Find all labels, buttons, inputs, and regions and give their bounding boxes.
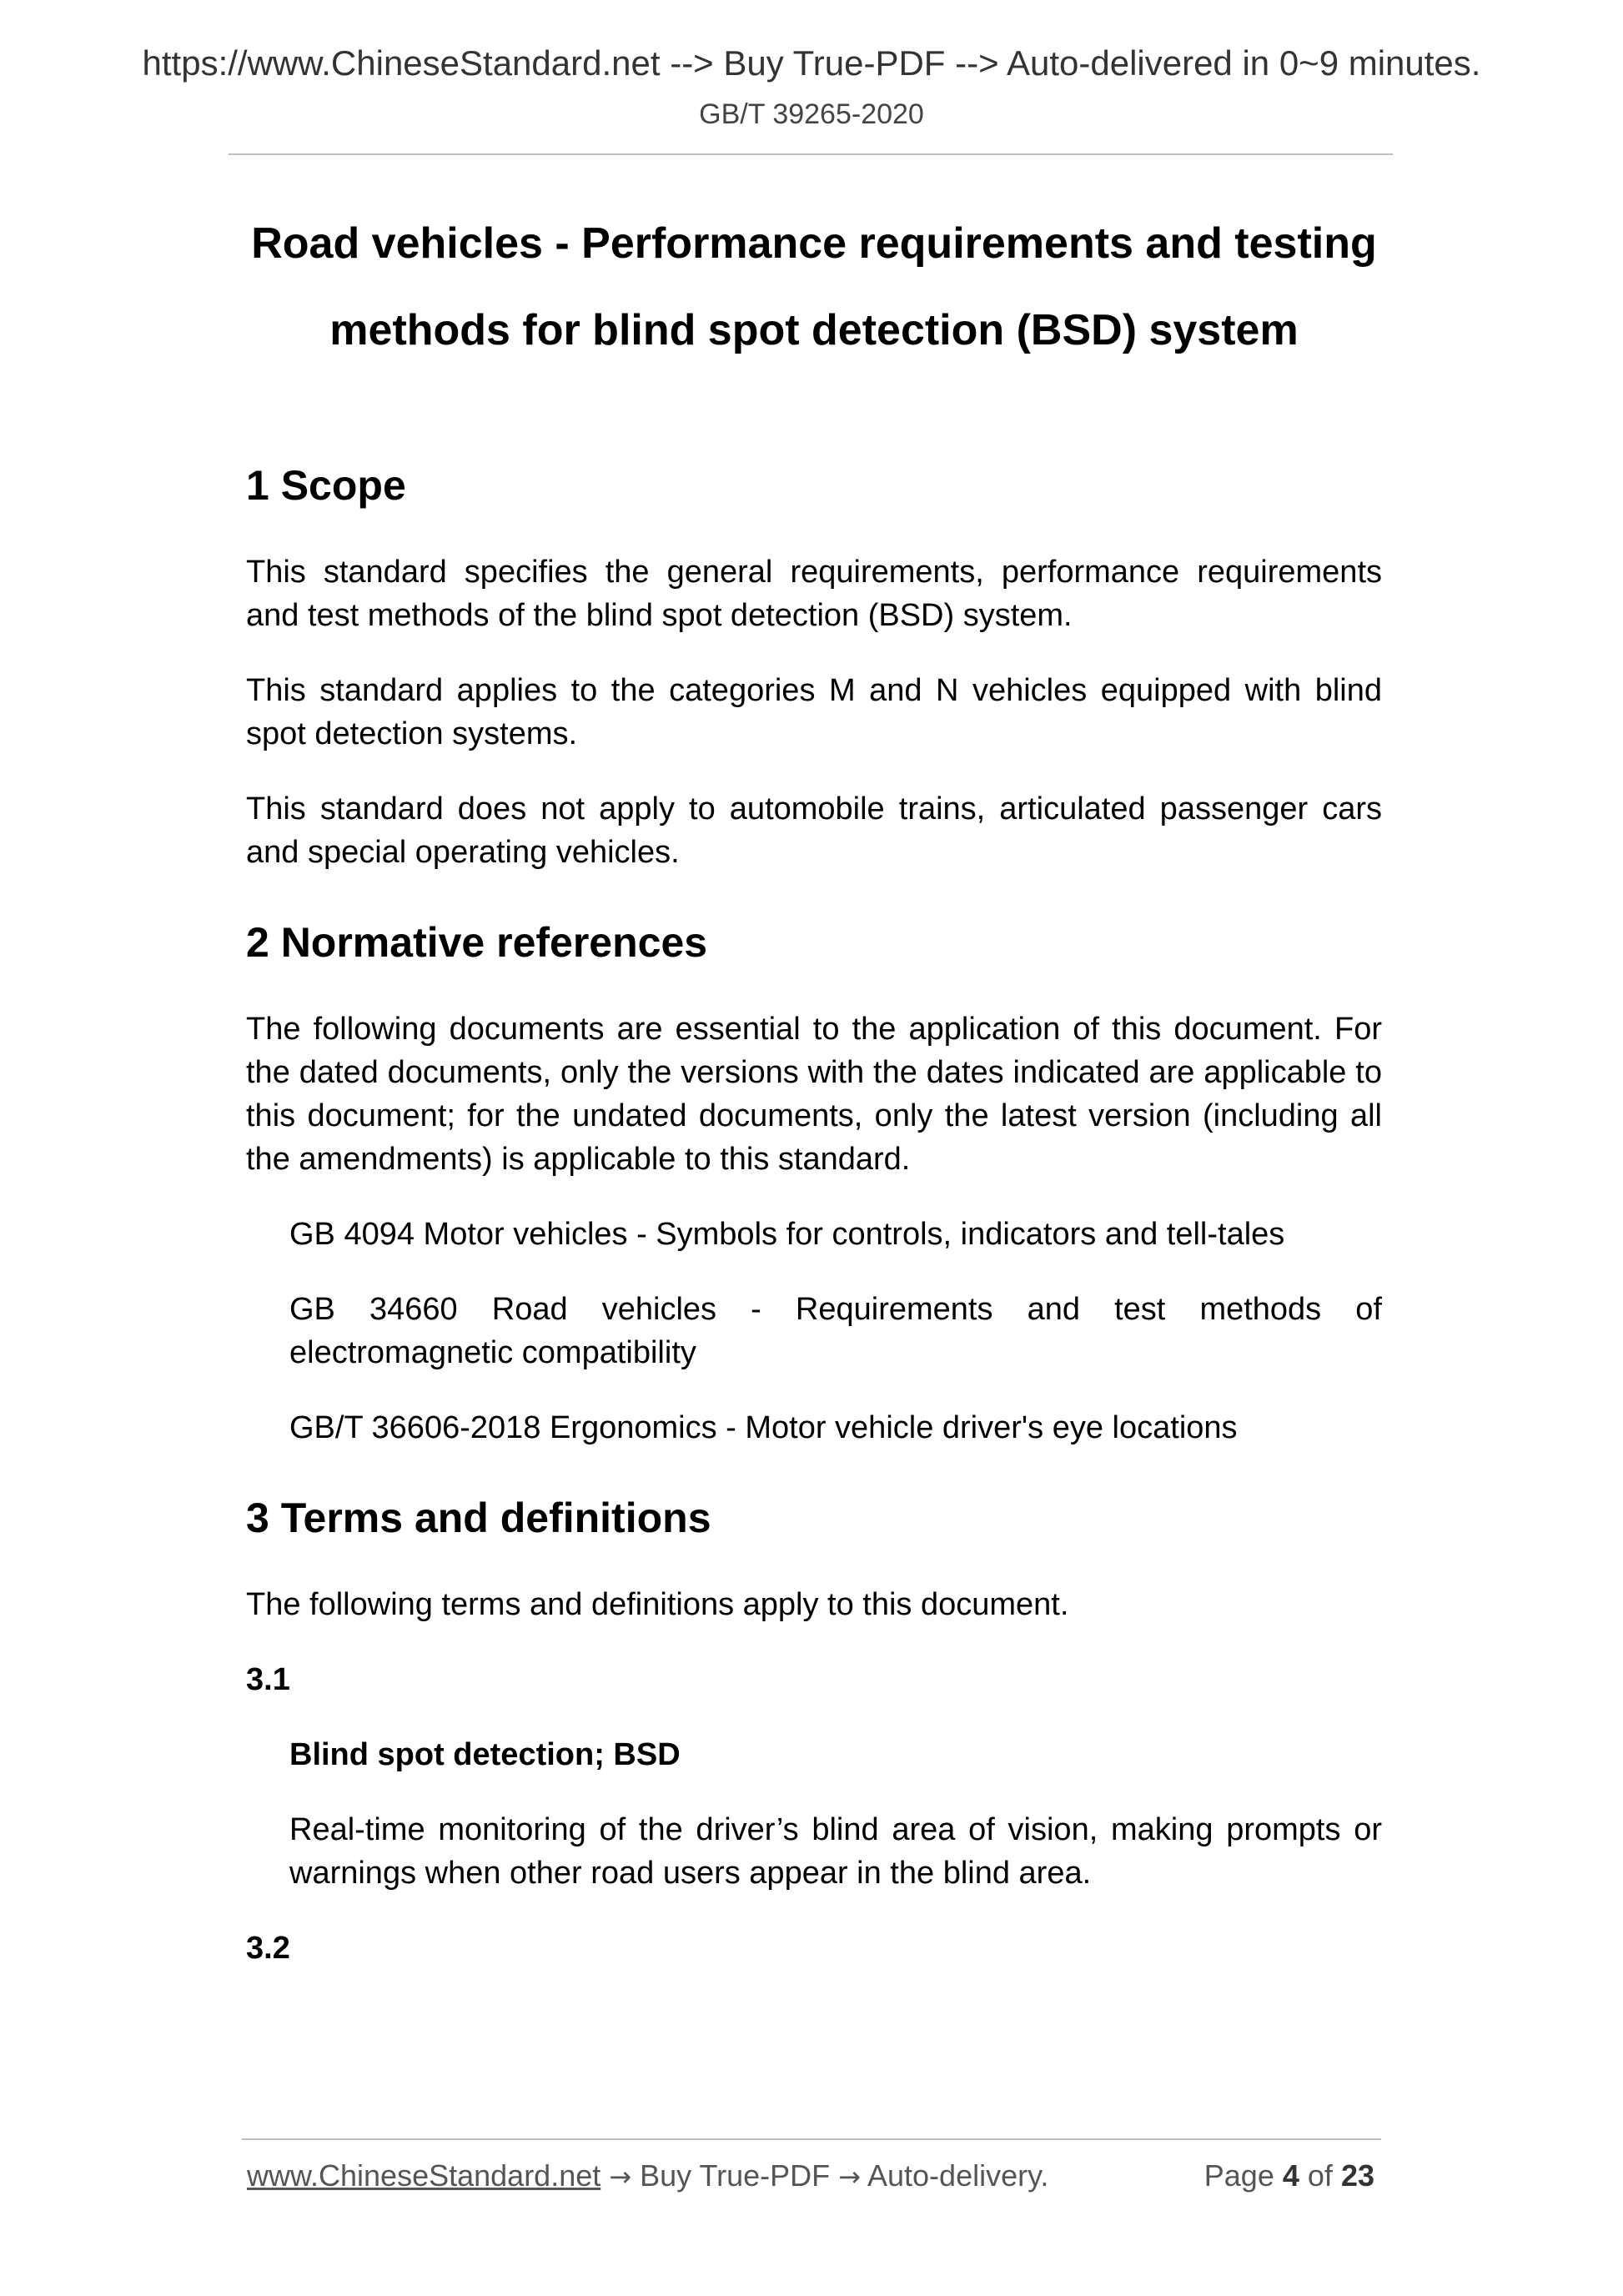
document-title xyxy=(246,200,1382,374)
footer-left xyxy=(247,2158,1048,2193)
header-divider xyxy=(229,153,1393,155)
term-number-3-2: 3.2 xyxy=(246,1931,290,1966)
page-current: 4 xyxy=(1282,2158,1299,2193)
document-body xyxy=(246,200,1382,1970)
normative-reference-gb-34660: GB 34660 Road vehicles - Requirements and test methods of electromagnetic compatibility xyxy=(289,1292,1382,1370)
term-name-bsd: Blind spot detection; BSD xyxy=(289,1737,681,1772)
section-heading-normative-references: 2 Normative references xyxy=(246,919,708,966)
normative-reference-gbt-36606: GB/T 36606-2018 Ergonomics - Motor vehicle driver's eye locations xyxy=(289,1410,1238,1445)
section-heading-scope: 1 Scope xyxy=(246,462,406,509)
page-indicator xyxy=(1204,2158,1374,2193)
standard-number: GB/T 39265-2020 xyxy=(699,98,924,130)
document-title-line2: methods for blind spot detection (BSD) system xyxy=(329,306,1299,354)
footer-delivery-text: Auto-delivery. xyxy=(867,2158,1049,2193)
terms-intro-paragraph: The following terms and definitions apply to this document. xyxy=(246,1587,1069,1622)
arrow-right-icon: → xyxy=(609,2161,632,2193)
footer-divider xyxy=(242,2138,1381,2140)
document-title-line1: Road vehicles - Performance requirements and testing xyxy=(251,219,1377,268)
section-heading-terms-definitions: 3 Terms and definitions xyxy=(246,1495,711,1541)
scope-paragraph-3: This standard does not apply to automobile trains, articulated passenger cars and special operating vehicles. xyxy=(246,791,1382,870)
arrow-right-icon: → xyxy=(838,2161,861,2193)
page-label: Page xyxy=(1203,2158,1274,2193)
term-definition-bsd: Real-time monitoring of the driver’s blind area of vision, making prompts or warnings when other road users appear in the blind area. xyxy=(289,1812,1382,1891)
source-banner: https://www.ChineseStandard.net --> Buy True-PDF --> Auto-delivered in 0~9 minutes. xyxy=(142,43,1481,83)
normative-intro-paragraph: The following documents are essential to the application of this document. For the dated documents, only the versions with the dates indicated are applicable to this document; for the undated documents, only the latest version (including all the amendments) is applicable to this standard. xyxy=(246,1012,1382,1177)
page-of-label: of xyxy=(1307,2158,1333,2193)
term-number-3-1: 3.1 xyxy=(246,1662,290,1697)
footer-site-link[interactable]: www.ChineseStandard.net xyxy=(247,2158,601,2193)
scope-paragraph-2: This standard applies to the categories M and N vehicles equipped with blind spot detection systems. xyxy=(246,673,1382,751)
normative-reference-gb-4094: GB 4094 Motor vehicles - Symbols for controls, indicators and tell-tales xyxy=(289,1217,1285,1252)
footer-buy-text: Buy True-PDF xyxy=(640,2158,831,2193)
page-total: 23 xyxy=(1340,2158,1374,2193)
scope-paragraph-1: This standard specifies the general requirements, performance requirements and test methods of the blind spot detection (BSD) system. xyxy=(246,555,1382,633)
